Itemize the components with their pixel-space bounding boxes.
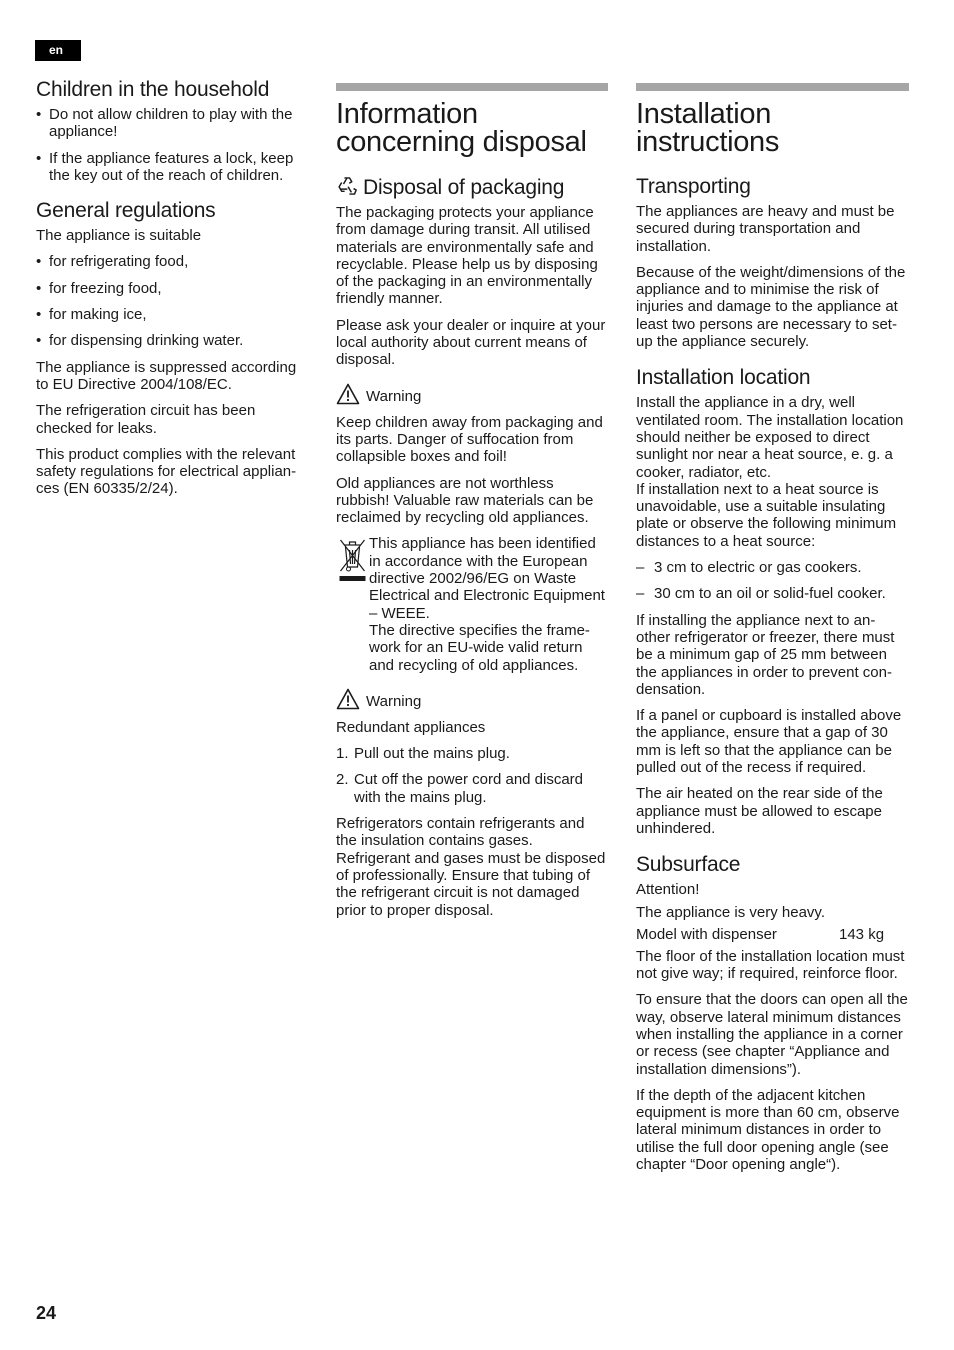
list-item: • for making ice,: [36, 306, 308, 323]
warning-label: Warning: [366, 387, 422, 405]
column-children-regulations: [36, 78, 308, 507]
column-disposal: [336, 83, 608, 928]
page-number: 24: [36, 1303, 57, 1323]
installation-title: Installation instructions: [636, 98, 780, 158]
spec-label: Model with dispenser: [636, 925, 777, 943]
list-item: • If the appliance features a lock, keep the key out of the reach of children.: [36, 150, 308, 185]
paragraph: The refrigeration circuit has been checked for leaks.: [36, 402, 256, 437]
paragraph: The appliance is suppressed according to EU Directive 2004/108/EC.: [36, 358, 297, 393]
paragraph: Refrigerators contain refrigerants and the insulation contains gases. Refrigerant and gases must be disposed of professionally. Ensure that tubing of the refrigerant circuit is not damaged prior to proper disposal.: [336, 815, 606, 919]
distance-list: [636, 559, 909, 603]
warning-heading: [336, 383, 608, 405]
disposal-steps: [336, 745, 608, 806]
recycle-icon: [336, 175, 358, 197]
section-rule: [336, 83, 608, 91]
language-badge: en: [35, 40, 81, 61]
step-number: 2.: [336, 771, 349, 789]
suitability-bullet-list: [36, 253, 308, 349]
children-heading: Children in the household: [36, 78, 270, 101]
paragraph: The air heated on the rear side of the appliance must be allowed to escape unhindered.: [636, 785, 883, 837]
warning-icon: [336, 688, 360, 710]
transporting-heading: Transporting: [636, 175, 751, 198]
packaging-heading: [336, 175, 608, 200]
step-text: Pull out the mains plug.: [354, 745, 510, 763]
paragraph: The appliances are heavy and must be secured during transportation and installation.: [636, 203, 895, 255]
list-item: • for refrigerating food,: [36, 253, 308, 270]
list-item: • Do not allow children to play with the appliance!: [36, 106, 308, 141]
packaging-heading-text: Disposal of packaging: [363, 176, 565, 199]
spec-value: 143 kg: [839, 925, 885, 943]
paragraph: Because of the weight/dimensions of the appliance and to minimise the risk of injuries and damage to the appliance at least two persons are necessary to set-up the appliance securely.: [636, 263, 906, 351]
paragraph: Keep children away from packaging and its parts. Danger of suffocation from collapsible boxes and foil!: [336, 413, 603, 466]
installation-location-heading: Installation location: [636, 366, 811, 390]
paragraph: The floor of the installation location must not give way; if required, reinforce floor.: [636, 947, 905, 983]
paragraph: To ensure that the doors can open all the way, observe lateral minimum distances when installing the appliance in a corner or recess (see chapter “Appliance and installation dimensions”).: [636, 991, 908, 1078]
section-rule: [636, 83, 909, 91]
warning-icon: [336, 383, 360, 405]
children-bullet-list: [36, 106, 308, 184]
paragraph: This product complies with the relevant safety regulations for electrical applian-ces (EN 60335/2/24).: [36, 445, 297, 498]
weee-text: This appliance has been identified in accordance with the European directive 2002/96/EG on Waste Electrical and Electronic Equipment – WEEE. The directive specifies the frame-work for an EU-wide valid return and recycling of old appliances.: [369, 535, 605, 674]
paragraph: The packaging protects your appliance from damage during transit. All utilised materials are environmentally safe and recyclable. Please help us by disposing of the packaging in an environmentally friendly manner.: [336, 204, 598, 308]
weight-spec: [636, 926, 909, 943]
list-item: [336, 771, 608, 806]
redundant-intro: Redundant appliances: [336, 718, 486, 736]
warning-heading: [336, 688, 608, 710]
general-regulations-heading: General regulations: [36, 199, 216, 223]
list-item: [336, 745, 608, 762]
paragraph: If the depth of the adjacent kitchen equipment is more than 60 cm, observe lateral minimum distances in order to utilise the full door opening angle (see chapter “Door opening angle“).: [636, 1086, 900, 1174]
step-text: Cut off the power cord and discard with the mains plug.: [354, 771, 584, 806]
column-installation: [636, 83, 909, 1182]
paragraph: Please ask your dealer or inquire at your local authority about current means of disposal.: [336, 316, 606, 369]
subsurface-heading: Subsurface: [636, 853, 741, 877]
list-item: – 3 cm to electric or gas cookers.: [636, 559, 909, 576]
attention-label: Attention!: [636, 881, 700, 899]
list-item: • for dispensing drinking water.: [36, 332, 308, 349]
heavy-note: The appliance is very heavy.: [636, 904, 825, 922]
list-item: – 30 cm to an oil or solid-fuel cooker.: [636, 585, 909, 602]
step-number: 1.: [336, 745, 349, 763]
list-item: • for freezing food,: [36, 280, 308, 297]
weee-notice: [336, 535, 608, 673]
warning-label: Warning: [366, 692, 422, 710]
crossed-out-bin-icon: [336, 537, 369, 583]
paragraph: Old appliances are not worthless rubbish! Valuable raw materials can be reclaimed by recycling old appliances.: [336, 474, 594, 527]
general-intro: The appliance is suitable: [36, 227, 202, 245]
paragraph: If a panel or cupboard is installed above the appliance, ensure that a gap of 30 mm is left so that the appliance can be pulled out of the recess if required.: [636, 707, 902, 777]
disposal-title: Information concerning disposal: [336, 98, 587, 158]
paragraph: If installing the appliance next to an-other refrigerator or freezer, there must be a minimum gap of 25 mm between the appliances in order to prevent con-densation.: [636, 611, 895, 698]
location-intro: Install the appliance in a dry, well ventilated room. The installation location should neither be exposed to direct sunlight nor near a heat source, e. g. a cooker, radiator, etc. If installation next to a heat source is unavoidable, use a suitable insulating plate or observe the following minimum distances to a heat source:: [636, 394, 904, 550]
